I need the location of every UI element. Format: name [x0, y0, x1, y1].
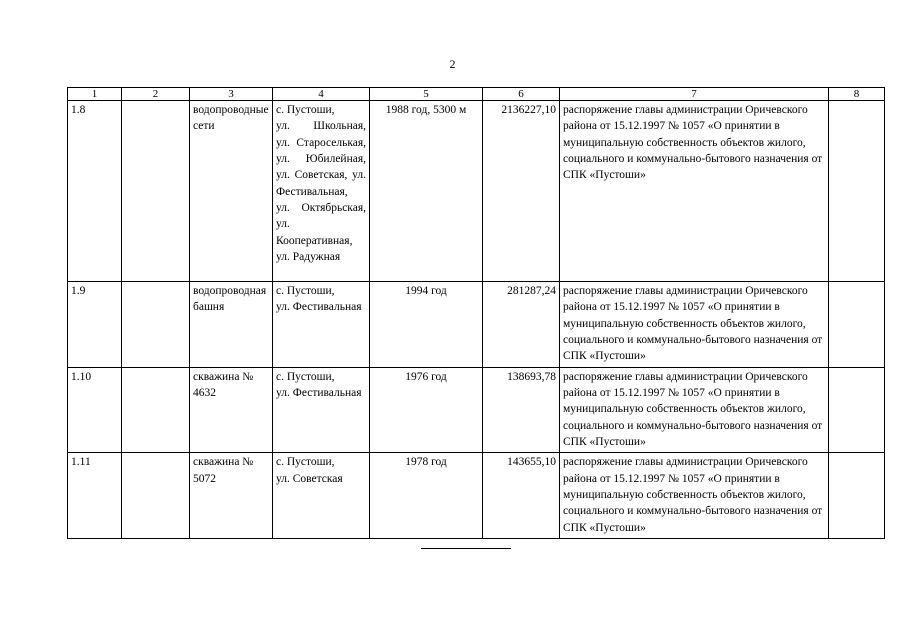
book-value: 143655,10	[483, 453, 560, 539]
address-line: с. Пустоши,	[276, 104, 335, 116]
cell-col-8	[829, 367, 885, 453]
legal-basis: распоряжение главы администрации Оричевского района от 15.12.1997 № 1057 «О принятии в муниципальную собственность объектов жилого, социального и коммунально-бытового назначения от СПК «Пустоши»	[560, 367, 829, 453]
object-address	[273, 101, 370, 282]
row-number: 1.9	[68, 282, 122, 368]
row-number: 1.11	[68, 453, 122, 539]
object-name: скважина № 5072	[190, 453, 273, 539]
address-line: ул. Староселькая, ул. Юбилейная, ул. Советская, ул. Фестивальная,	[276, 136, 366, 198]
table-row	[68, 367, 885, 453]
object-name: водопроводная башня	[190, 282, 273, 368]
book-value: 281287,24	[483, 282, 560, 368]
cell-col-2	[122, 453, 190, 539]
book-value: 138693,78	[483, 367, 560, 453]
address-line: ул. Фестивальная	[276, 301, 362, 314]
header-col-3: 3	[190, 88, 273, 101]
header-row	[68, 88, 885, 101]
object-name: скважина № 4632	[190, 367, 273, 453]
address-line: ул. Советская	[276, 472, 343, 485]
cell-col-8	[829, 101, 885, 282]
object-address	[273, 282, 370, 368]
header-col-4: 4	[273, 88, 370, 101]
header-col-2: 2	[122, 88, 190, 101]
year-info: 1994 год	[370, 282, 483, 368]
header-col-7: 7	[560, 88, 829, 101]
cell-col-2	[122, 282, 190, 368]
cell-col-8	[829, 282, 885, 368]
address-line: ул. Фестивальная	[276, 386, 362, 399]
header-col-1: 1	[68, 88, 122, 101]
address-line: с. Пустоши,	[276, 370, 335, 383]
object-name: водопроводные сети	[190, 101, 273, 282]
cell-col-2	[122, 367, 190, 453]
address-line: ул. Октябрьская, ул. Кооперативная,	[276, 201, 366, 247]
address-line: ул. Школьная,	[276, 120, 366, 133]
header-col-8: 8	[829, 88, 885, 101]
header-col-5: 5	[370, 88, 483, 101]
legal-basis: распоряжение главы администрации Оричевского района от 15.12.1997 № 1057 «О принятии в муниципальную собственность объектов жилого, социального и коммунально-бытового назначения от СПК «Пустоши»	[560, 101, 829, 282]
cell-col-2	[122, 101, 190, 282]
address-line: с. Пустоши,	[276, 456, 335, 469]
table-row	[68, 101, 885, 282]
year-info: 1978 год	[370, 453, 483, 539]
table-row	[68, 453, 885, 539]
page-number: 2	[449, 57, 456, 71]
end-of-document-rule	[421, 548, 511, 549]
row-number: 1.8	[68, 101, 122, 282]
table-row	[68, 282, 885, 368]
object-address	[273, 453, 370, 539]
header-col-6: 6	[483, 88, 560, 101]
year-info: 1976 год	[370, 367, 483, 453]
address-line: ул. Радужная	[276, 250, 341, 263]
row-number: 1.10	[68, 367, 122, 453]
address-line: с. Пустоши,	[276, 285, 335, 297]
year-info: 1988 год, 5300 м	[370, 101, 483, 282]
cell-col-8	[829, 453, 885, 539]
property-table	[67, 87, 885, 539]
legal-basis: распоряжение главы администрации Оричевского района от 15.12.1997 № 1057 «О принятии в муниципальную собственность объектов жилого, социального и коммунально-бытового назначения от СПК «Пустоши»	[560, 282, 829, 368]
book-value: 2136227,10	[483, 101, 560, 282]
object-address	[273, 367, 370, 453]
legal-basis: распоряжение главы администрации Оричевского района от 15.12.1997 № 1057 «О принятии в муниципальную собственность объектов жилого, социального и коммунально-бытового назначения от СПК «Пустоши»	[560, 453, 829, 539]
